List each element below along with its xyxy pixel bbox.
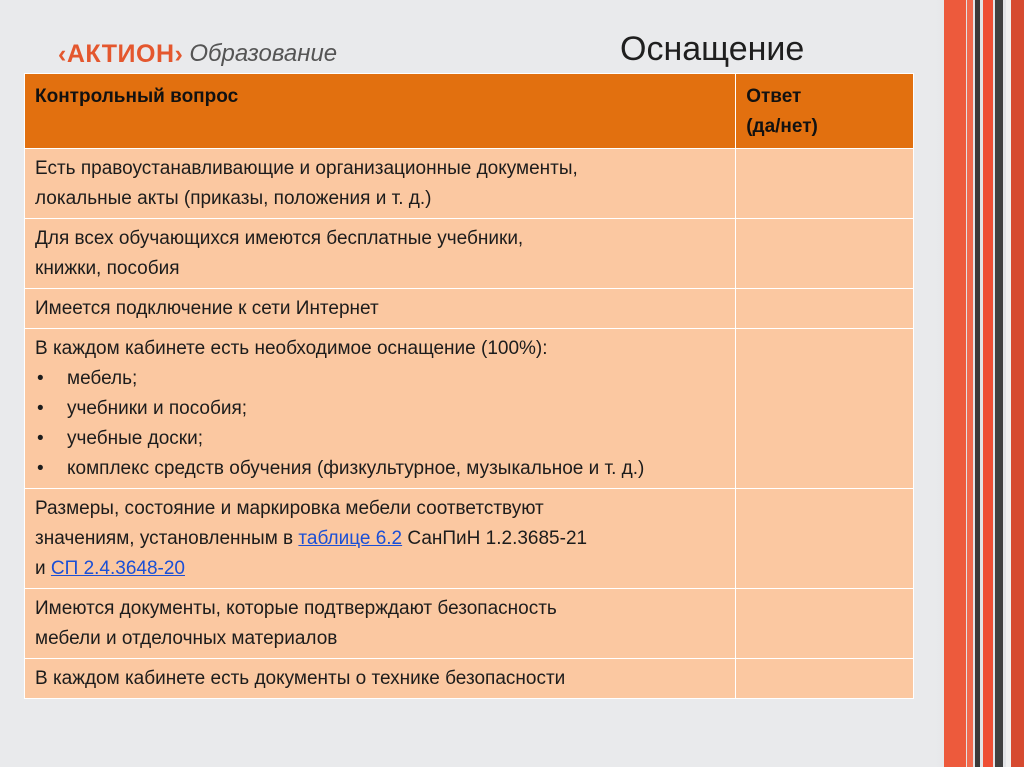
answer-cell[interactable] bbox=[736, 659, 914, 699]
answer-cell[interactable] bbox=[736, 589, 914, 659]
question-text: Имеется подключение к сети Интернет bbox=[35, 298, 379, 319]
answer-cell[interactable] bbox=[736, 329, 914, 489]
list-item-text: комплекс средств обучения (физкультурное, музыкальное и т. д.) bbox=[67, 458, 645, 479]
list-item-text: учебники и пособия; bbox=[67, 398, 248, 419]
bullet-icon: • bbox=[37, 398, 44, 419]
decor-stripe bbox=[995, 0, 1003, 767]
list-item bbox=[35, 364, 725, 394]
table-row bbox=[25, 659, 914, 699]
decor-stripe bbox=[983, 0, 993, 767]
table-row bbox=[25, 589, 914, 659]
logo-brand: ‹АКТИОН› bbox=[58, 39, 184, 68]
question-text: Есть правоустанавливающие и организационные документы, bbox=[35, 158, 578, 179]
logo bbox=[58, 38, 337, 70]
question-cell bbox=[25, 219, 736, 289]
answer-cell[interactable] bbox=[736, 289, 914, 329]
header-question bbox=[25, 74, 736, 149]
decor-stripe bbox=[975, 0, 980, 767]
list-item bbox=[35, 454, 725, 484]
question-text: книжки, пособия bbox=[35, 258, 180, 279]
question-text: и bbox=[35, 558, 51, 579]
question-text: В каждом кабинете есть документы о технике безопасности bbox=[35, 668, 566, 689]
answer-cell[interactable] bbox=[736, 219, 914, 289]
decor-stripe bbox=[1011, 0, 1024, 767]
table-row bbox=[25, 289, 914, 329]
list-item bbox=[35, 424, 725, 454]
question-cell bbox=[25, 489, 736, 589]
question-cell bbox=[25, 589, 736, 659]
question-text: мебели и отделочных материалов bbox=[35, 628, 338, 649]
table-row bbox=[25, 329, 914, 489]
question-text: Для всех обучающихся имеются бесплатные учебники, bbox=[35, 228, 524, 249]
table-row bbox=[25, 489, 914, 589]
header-answer bbox=[736, 74, 914, 149]
table-row bbox=[25, 149, 914, 219]
question-text: В каждом кабинете есть необходимое оснащение (100%): bbox=[35, 338, 548, 359]
sp-link[interactable]: СП 2.4.3648-20 bbox=[50, 558, 185, 579]
answer-cell[interactable] bbox=[736, 489, 914, 589]
checklist-table bbox=[24, 73, 914, 699]
table-header-row bbox=[25, 74, 914, 149]
question-cell bbox=[25, 659, 736, 699]
logo-subtitle: Образование bbox=[189, 40, 338, 67]
answer-cell[interactable] bbox=[736, 149, 914, 219]
question-text: Имеются документы, которые подтверждают безопасность bbox=[35, 598, 557, 619]
header-answer-label: Ответ bbox=[746, 86, 802, 107]
list-item bbox=[35, 394, 725, 424]
header-answer-hint: (да/нет) bbox=[746, 116, 818, 137]
table-row bbox=[25, 219, 914, 289]
list-item-text: учебные доски; bbox=[67, 428, 203, 449]
bullet-icon: • bbox=[37, 458, 44, 479]
list-item-text: мебель; bbox=[67, 368, 138, 389]
sanpin-table-link[interactable]: таблице 6.2 bbox=[298, 528, 403, 549]
decor-stripe bbox=[967, 0, 973, 767]
header-question-label: Контрольный вопрос bbox=[35, 86, 239, 107]
question-text: локальные акты (приказы, положения и т. д.) bbox=[35, 188, 432, 209]
question-text: СанПиН 1.2.3685-21 bbox=[402, 528, 588, 549]
question-text: Размеры, состояние и маркировка мебели соответствуют bbox=[35, 498, 544, 519]
question-cell bbox=[25, 329, 736, 489]
question-text: значениям, установленным в bbox=[35, 528, 299, 549]
question-cell bbox=[25, 149, 736, 219]
decor-stripe bbox=[944, 0, 966, 767]
bullet-icon: • bbox=[37, 428, 44, 449]
question-cell bbox=[25, 289, 736, 329]
bullet-icon: • bbox=[37, 368, 44, 389]
page-title: Оснащение bbox=[620, 30, 805, 68]
equipment-list bbox=[35, 364, 725, 484]
